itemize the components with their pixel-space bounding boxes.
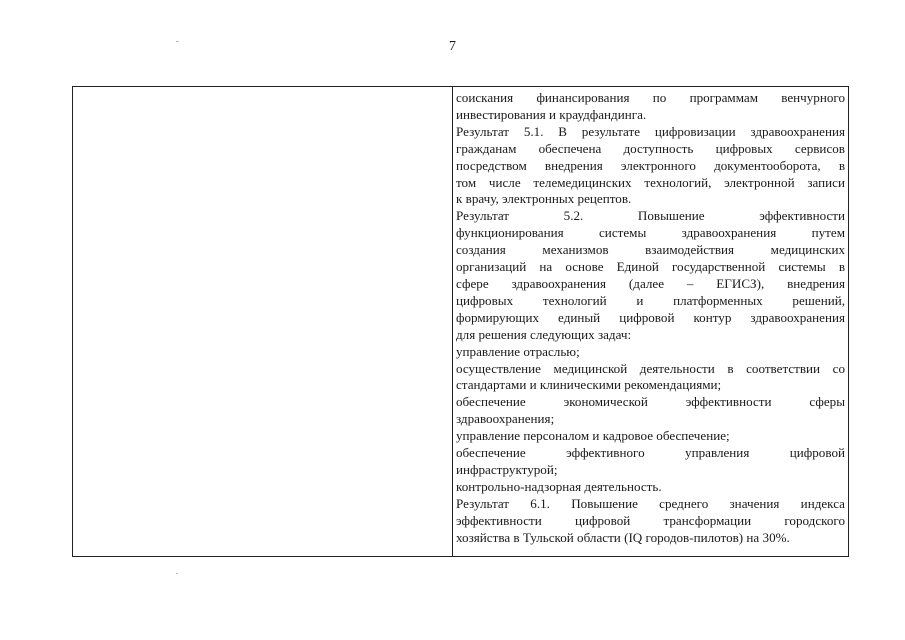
text-line: контрольно-надзорная деятельность.	[456, 478, 662, 494]
text-line: том числе телемедицинских технологий, электронной записи	[456, 174, 845, 190]
table-left-cell	[73, 87, 453, 556]
text-line: функционирования системы здравоохранения путем	[456, 225, 845, 241]
text-line: для решения следующих задач:	[456, 326, 632, 342]
text-line: здравоохранения;	[456, 411, 555, 427]
text-line: сфере здравоохранения (далее – ЕГИСЗ), внедрения	[456, 275, 845, 291]
text-line: цифровых технологий и платформенных решений,	[456, 292, 845, 308]
text-line: эффективности цифровой трансформации городского	[456, 512, 845, 528]
text-line: управление отраслью;	[456, 343, 580, 359]
text-line: соискания финансирования по программам венчурного	[456, 90, 845, 105]
text-line: хозяйства в Тульской области (IQ городов-пилотов) на 30%.	[456, 529, 790, 545]
text-line: Результат 6.1. Повышение среднего значения индекса	[456, 495, 845, 511]
text-line: Результат 5.2. Повышение эффективности	[456, 208, 845, 224]
text-line: стандартами и клиническими рекомендациями;	[456, 377, 722, 393]
text-line: обеспечение эффективного управления цифровой	[456, 445, 845, 461]
text-line: инвестирования и краудфандинга.	[456, 106, 647, 122]
scan-speck	[176, 573, 178, 574]
scan-speck	[176, 41, 179, 42]
text-line: управление персоналом и кадровое обеспечение;	[456, 428, 730, 444]
text-line: формирующих единый цифровой контур здравоохранения	[456, 309, 845, 325]
text-line: осуществление медицинской деятельности в соответствии со	[456, 360, 845, 376]
text-line: создания механизмов взаимодействия медицинских	[456, 242, 845, 258]
table-right-cell	[453, 87, 848, 556]
text-line: гражданам обеспечена доступность цифровых сервисов	[456, 140, 845, 156]
text-line: Результат 5.1. В результате цифровизации здравоохранения	[456, 123, 845, 139]
text-line: к врачу, электронных рецептов.	[456, 191, 632, 207]
text-line: организаций на основе Единой государственной системы в	[456, 259, 845, 275]
page-number: 7	[449, 39, 456, 54]
document-table	[72, 86, 849, 557]
text-line: посредством внедрения электронного документооборота, в	[456, 157, 845, 173]
text-line: инфраструктурой;	[456, 461, 558, 477]
text-line: обеспечение экономической эффективности сферы	[456, 394, 845, 410]
